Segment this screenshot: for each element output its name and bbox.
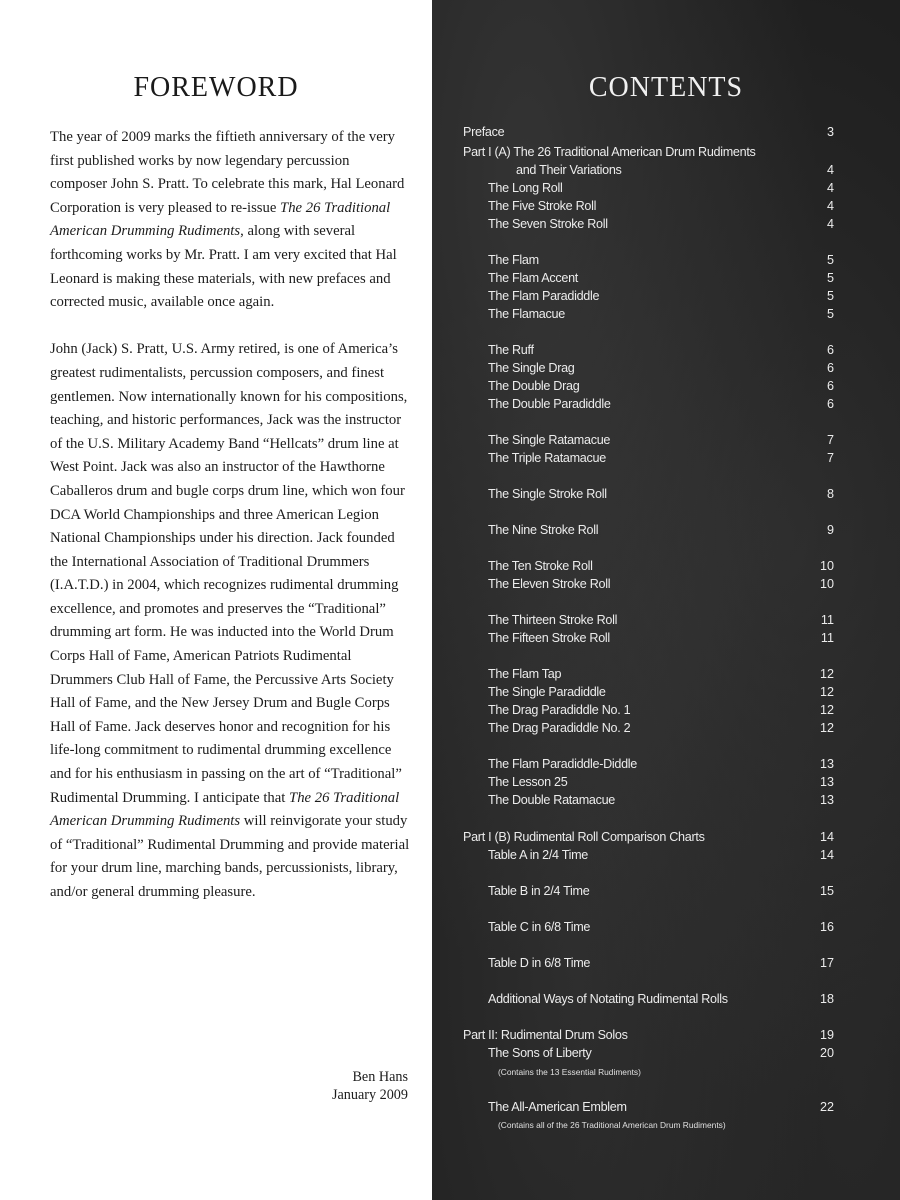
toc-entry-preface: Preface: [463, 125, 505, 139]
toc-page-number: 4: [826, 217, 834, 231]
toc-entry-the-flamacue: The Flamacue: [488, 307, 565, 321]
toc-page-number: 9: [826, 523, 834, 537]
toc-page-number: 8: [826, 487, 834, 501]
foreword-title: FOREWORD: [133, 72, 299, 103]
toc-entry-the-drag-paradiddle-no-2: The Drag Paradiddle No. 2: [488, 721, 631, 735]
foreword-panel: [0, 0, 432, 1200]
toc-page-number: 5: [826, 289, 834, 303]
toc-page-number: 5: [826, 253, 834, 267]
toc-entry-the-sons-of-liberty: The Sons of Liberty: [488, 1046, 592, 1060]
toc-entry-and-their-variations: and Their Variations: [516, 163, 622, 177]
toc-entry-the-drag-paradiddle-no-1: The Drag Paradiddle No. 1: [488, 703, 631, 717]
foreword-body: [50, 126, 410, 905]
toc-entry-table-b-in-2-4-time: Table B in 2/4 Time: [488, 884, 590, 898]
toc-page-number: 4: [826, 199, 834, 213]
toc-page-number: 13: [819, 775, 834, 789]
toc-note-contains-the-13-essential-rudiments: (Contains the 13 Essential Rudiments): [498, 1067, 641, 1077]
toc-entry-the-double-drag: The Double Drag: [488, 379, 580, 393]
toc-entry-the-nine-stroke-roll: The Nine Stroke Roll: [488, 523, 599, 537]
foreword-paragraph-2: John (Jack) S. Pratt, U.S. Army retired, is one of America’s greatest rudimentalists, percussion composers, and finest gentlemen. Now internationally known for his compositions, teaching, and historic performances, Jack was the instructor of the U.S. Military Academy Band “Hellcats” drum line at West Point. Jack was also an instructor of the Hawthorne Caballeros drum and bugle corps drum line, which won four DCA World Championships and three American Legion National Championships under his direction. Jack founded the International Association of Traditional Drummers (I.A.T.D.) in 2004, which recognizes rudimental drumming excellence, and promotes and preserves the “Traditional” drumming art form. He was inducted into the World Drum Corps Hall of Fame, American Patriots Rudimental Drummers Club Hall of Fame, the Percussive Arts Society Hall of Fame, and the New Jersey Drum and Bugle Corps Hall of Fame. Jack deserves honor and recognition for his life-long commitment to rudimental drumming excellence and for his enthusiasm in passing on the art of “Traditional” Rudimental Drumming. I anticipate that The 26 Traditional American Drumming Rudiments will reinvigorate your study of “Traditional” Rudimental Drumming and provide material for your drum line, marching bands, percussionists, library, and/or general drumming pleasure.: [50, 341, 410, 900]
toc-entry-the-triple-ratamacue: The Triple Ratamacue: [488, 451, 606, 465]
toc-page-number: 5: [826, 307, 834, 321]
toc-entry-the-flam: The Flam: [488, 253, 539, 267]
toc-entry-the-all-american-emblem: The All-American Emblem: [488, 1100, 627, 1114]
toc-page-number: 15: [819, 884, 834, 898]
toc-entry-the-seven-stroke-roll: The Seven Stroke Roll: [488, 217, 608, 231]
toc-entry-the-single-stroke-roll: The Single Stroke Roll: [488, 487, 607, 501]
toc-page-number: 12: [819, 721, 834, 735]
toc-page-number: 3: [826, 125, 834, 139]
toc-entry-the-ten-stroke-roll: The Ten Stroke Roll: [488, 559, 593, 573]
foreword-paragraph-1: The year of 2009 marks the fiftieth anniversary of the very first published works by now legendary percussion composer John S. Pratt. To celebrate this mark, Hal Leonard Corporation is very pleased to re-issue The 26 Traditional American Drumming Rudiments, along with several forthcoming works by Mr. Pratt. I am very excited that Hal Leonard is making these materials, with new prefaces and corrected music, available once again.: [50, 129, 405, 311]
toc-page-number: 10: [819, 577, 834, 591]
contents-panel: [432, 0, 900, 1200]
toc-page-number: 6: [826, 379, 834, 393]
toc-page-number: 19: [819, 1028, 834, 1042]
toc-entry-the-thirteen-stroke-roll: The Thirteen Stroke Roll: [488, 613, 618, 627]
contents-title: CONTENTS: [588, 72, 744, 103]
toc-page-number: 7: [826, 451, 834, 465]
toc-page-number: 12: [819, 667, 834, 681]
toc-note-contains-all-of-the-26-traditional-american-drum-rudiments: (Contains all of the 26 Traditional American Drum Rudiments): [498, 1120, 726, 1130]
toc-entry-the-five-stroke-roll: The Five Stroke Roll: [488, 199, 597, 213]
toc-page-number: 4: [826, 163, 834, 177]
toc-entry-the-long-roll: The Long Roll: [488, 181, 563, 195]
toc-page-number: 6: [826, 343, 834, 357]
toc-entry-table-c-in-6-8-time: Table C in 6/8 Time: [488, 920, 591, 934]
toc-page-number: 18: [819, 992, 834, 1006]
toc-page-number: 14: [819, 848, 834, 862]
toc-entry-table-d-in-6-8-time: Table D in 6/8 Time: [488, 956, 591, 970]
toc-entry-the-ruff: The Ruff: [488, 343, 534, 357]
toc-entry-the-double-paradiddle: The Double Paradiddle: [488, 397, 611, 411]
toc-page-number: 4: [826, 181, 834, 195]
toc-entry-the-double-ratamacue: The Double Ratamacue: [488, 793, 616, 807]
signature-name: Ben Hans: [352, 1069, 408, 1085]
toc-page-number: 5: [826, 271, 834, 285]
toc-entry-table-a-in-2-4-time: Table A in 2/4 Time: [488, 848, 589, 862]
toc-page-number: 6: [826, 397, 834, 411]
toc-entry-the-flam-tap: The Flam Tap: [488, 667, 562, 681]
toc-entry-the-eleven-stroke-roll: The Eleven Stroke Roll: [488, 577, 611, 591]
toc-entry-additional-ways-of-notating-rudimental-rolls: Additional Ways of Notating Rudimental Rolls: [488, 992, 728, 1006]
toc-page-number: 6: [826, 361, 834, 375]
toc-page-number: 12: [819, 685, 834, 699]
toc-page-number: 11: [820, 631, 834, 645]
toc-entry-the-flam-accent: The Flam Accent: [488, 271, 578, 285]
toc-page-number: 20: [819, 1046, 834, 1060]
toc-entry-the-flam-paradiddle: The Flam Paradiddle: [488, 289, 600, 303]
toc-page-number: 17: [819, 956, 834, 970]
toc-entry-the-flam-paradiddle-diddle: The Flam Paradiddle-Diddle: [488, 757, 637, 771]
toc-page-number: 13: [819, 793, 834, 807]
toc-page-number: 10: [819, 559, 834, 573]
toc-page-number: 14: [819, 830, 834, 844]
toc-entry-the-single-paradiddle: The Single Paradiddle: [488, 685, 606, 699]
toc-entry-part-i-b-rudimental-roll-comparison-charts: Part I (B) Rudimental Roll Comparison Charts: [463, 830, 705, 844]
toc-page-number: 13: [819, 757, 834, 771]
toc-entry-part-ii-rudimental-drum-solos: Part II: Rudimental Drum Solos: [463, 1028, 628, 1042]
signature-date: January 2009: [331, 1087, 408, 1103]
toc-page-number: 22: [819, 1100, 834, 1114]
toc-entry-the-lesson-25: The Lesson 25: [488, 775, 568, 789]
toc-entry-part-i-a-the-26-traditional-american-drum-rudiments: Part I (A) The 26 Traditional American Drum Rudiments: [463, 145, 756, 159]
toc-page-number: 12: [819, 703, 834, 717]
toc-entry-the-fifteen-stroke-roll: The Fifteen Stroke Roll: [488, 631, 610, 645]
toc-entry-the-single-ratamacue: The Single Ratamacue: [488, 433, 611, 447]
toc-page-number: 16: [819, 920, 834, 934]
toc-page-number: 7: [826, 433, 834, 447]
toc-page-number: 11: [820, 613, 834, 627]
toc-entry-the-single-drag: The Single Drag: [488, 361, 575, 375]
